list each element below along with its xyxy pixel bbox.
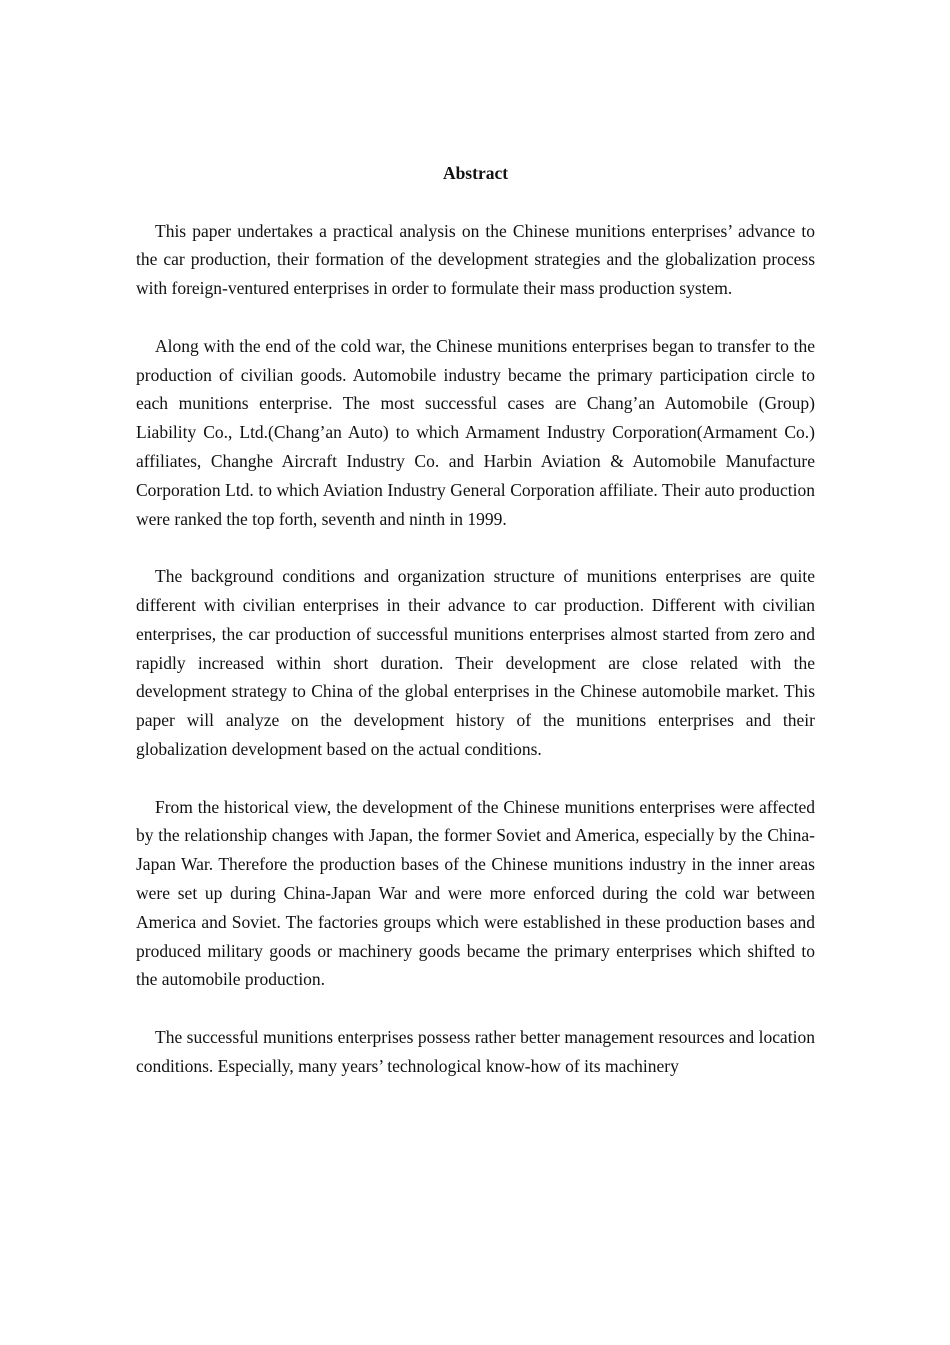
paragraph-2: Along with the end of the cold war, the Chinese munitions enterprises began to transfer to the production of civilian goods. Automobile industry became the primary participation circle to each munitions enterprise. The most successful cases are Chang’an Automobile (Group) Liability Co., Ltd.(Chang’an Auto) to which Armament Industry Corporation(Armament Co.) affiliates, Changhe Aircraft Industry Co. and Harbin Aviation & Automobile Manufacture Corporation Ltd. to which Aviation Industry General Corporation affiliate. Their auto production were ranked the top forth, seventh and ninth in 1999. [136, 335, 815, 529]
paragraph-1: This paper undertakes a practical analysis on the Chinese munitions enterprises’ advance to the car production, their formation of the development strategies and the globalization process with foreign-ventured enterprises in order to formulate their mass production system. [136, 220, 815, 299]
paragraph-5: The successful munitions enterprises possess rather better management resources and location conditions. Especially, many years’ technological know-how of its machinery [136, 1026, 815, 1076]
paragraph-3: The background conditions and organization structure of munitions enterprises are quite different with civilian enterprises in their advance to car production. Different with civilian enterprises, the car production of successful munitions enterprises almost started from zero and rapidly increased within short duration. Their development are close related with the development strategy to China of the global enterprises in the Chinese automobile market. This paper will analyze on the development history of the munitions enterprises and their globalization development based on the actual conditions. [136, 566, 815, 759]
document-page [136, 159, 815, 1109]
paragraph-4: From the historical view, the development of the Chinese munitions enterprises were affected by the relationship changes with Japan, the former Soviet and America, especially by the China-Japan War. Therefore the production bases of the Chinese munitions industry in the inner areas were set up during China-Japan War and were more enforced during the cold war between America and Soviet. The factories groups which were established in these production bases and produced military goods or machinery goods became the primary enterprises which shifted to the automobile production. [136, 796, 815, 990]
abstract-heading: Abstract [442, 163, 509, 183]
